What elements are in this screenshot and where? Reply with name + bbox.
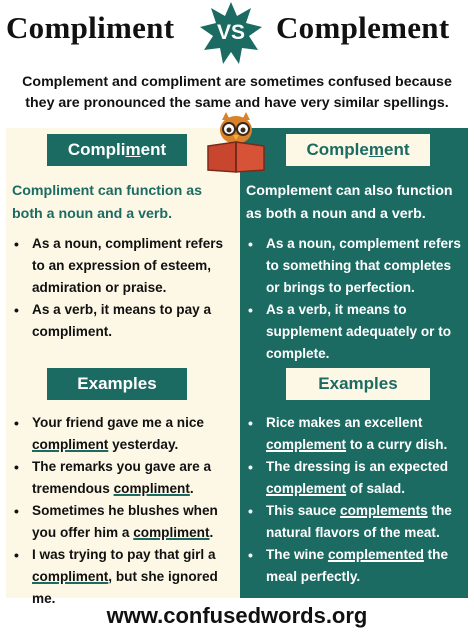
example-keyword: complement: [266, 481, 347, 496]
example-text: I was trying to pay that girl a: [32, 547, 216, 562]
header: [0, 0, 474, 64]
example-text: yesterday.: [108, 437, 179, 452]
complement-heading: [286, 134, 430, 166]
complement-examples: [246, 412, 464, 588]
example-text: Rice makes an excellent: [266, 415, 423, 430]
list-item: • I was trying to pay that girl a compliment, but she ignored me.: [14, 547, 218, 606]
list-item: • As a noun, compliment refers to an expression of esteem, admiration or praise.: [14, 236, 224, 295]
vs-label: VS: [216, 21, 245, 44]
complement-bullets: [246, 233, 464, 365]
complement-definition: Complement can also function as both a noun and a verb.: [246, 183, 453, 222]
example-keyword: complement: [266, 437, 347, 452]
example-keyword: compliment: [32, 569, 109, 584]
example-keyword: compliment: [32, 437, 109, 452]
example-text: Your friend gave me a nice: [32, 415, 204, 430]
example-text: The dressing is an expected: [266, 459, 449, 474]
title-compliment: Compliment: [6, 10, 175, 45]
list-item: • As a verb, it means to pay a compliment.: [14, 302, 212, 339]
example-keyword: compliment: [113, 481, 190, 496]
heading-underlined-letter: m: [125, 140, 141, 159]
example-text: Sometimes he blushes when you offer him a: [32, 503, 218, 540]
compliment-heading: [47, 134, 187, 166]
bullet-text: As a noun, complement refers to something that completes or brings to perfection.: [266, 236, 461, 295]
list-item: • The wine complemented the meal perfectly.: [248, 547, 449, 584]
footer-url: www.confusedwords.org: [106, 603, 368, 628]
heading-part: ent: [383, 140, 410, 159]
compliment-bullets: [12, 233, 234, 343]
example-text: the natural flavors of the meat.: [266, 503, 452, 540]
heading-part: ent: [140, 140, 167, 159]
list-item: • As a verb, it means to supplement adequately or to complete.: [248, 302, 452, 361]
example-text: .: [189, 481, 194, 496]
example-text: .: [209, 525, 214, 540]
list-item: • Rice makes an excellent complement to a curry dish.: [248, 415, 448, 452]
heading-part: Comple: [306, 140, 369, 159]
compliment-examples: [12, 412, 234, 610]
example-text: The wine: [266, 547, 328, 562]
example-keyword: complemented: [327, 547, 424, 562]
list-item: • As a noun, complement refers to something that completes or brings to perfection.: [248, 236, 461, 295]
owl-reading-book-icon: [202, 112, 270, 174]
example-text: , but she ignored me.: [32, 569, 218, 606]
list-item: • The remarks you gave are a tremendous compliment.: [14, 459, 212, 496]
list-item: • The dressing is an expected complement of salad.: [248, 459, 449, 496]
heading-part: Compli: [67, 140, 126, 159]
list-item: • Sometimes he blushes when you offer him a compliment.: [14, 503, 218, 540]
example-text: of salad.: [346, 481, 405, 496]
complement-examples-label: Examples: [286, 368, 430, 400]
list-item: • Your friend gave me a nice compliment yesterday.: [14, 415, 204, 452]
example-keyword: compliment: [133, 525, 210, 540]
example-text: the meal perfectly.: [266, 547, 449, 584]
list-item: • This sauce complements the natural flavors of the meat.: [248, 503, 452, 540]
bullet-text: As a verb, it means to pay a compliment.: [32, 302, 212, 339]
example-keyword: complements: [340, 503, 428, 518]
heading-underlined-letter: m: [368, 140, 384, 159]
example-text: to a curry dish.: [346, 437, 448, 452]
example-text: The remarks you gave are a tremendous: [32, 459, 212, 496]
intro-text: Complement and compliment are sometimes confused because they are pronounced the same and have very similar spellings.: [22, 74, 452, 111]
compliment-examples-label: Examples: [47, 368, 187, 400]
example-text: This sauce: [266, 503, 341, 518]
bullet-text: As a verb, it means to supplement adequately or to complete.: [266, 302, 452, 361]
bullet-text: As a noun, compliment refers to an expression of esteem, admiration or praise.: [32, 236, 224, 295]
compliment-definition: Compliment can function as both a noun and a verb.: [12, 183, 202, 222]
title-complement: Complement: [276, 10, 450, 45]
